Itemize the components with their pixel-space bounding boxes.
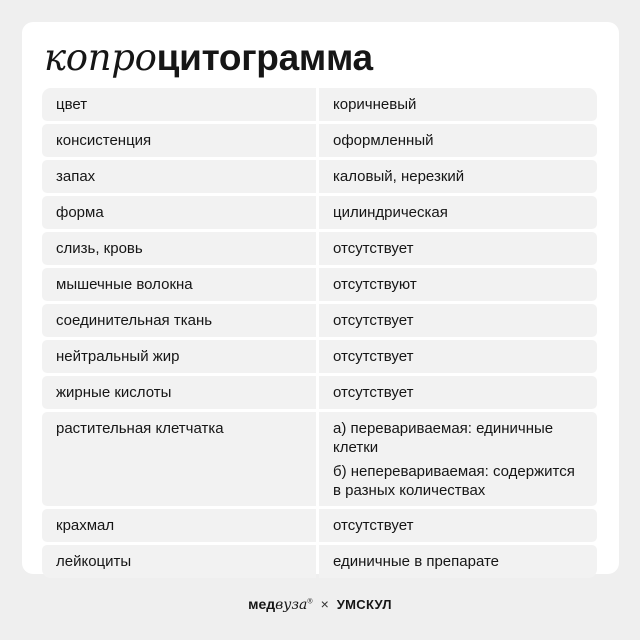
row-label: форма — [42, 196, 316, 229]
row-value: цилиндрическая — [319, 196, 597, 229]
row-label: лейкоциты — [42, 545, 316, 578]
content-card — [22, 22, 619, 574]
footer-brands — [0, 594, 640, 614]
row-label: растительная клетчатка — [42, 412, 316, 506]
row-label: слизь, кровь — [42, 232, 316, 265]
table-row — [42, 412, 597, 506]
table-row — [42, 160, 597, 193]
row-value-part-a: а) перевариваемая: единичные клетки — [333, 420, 554, 456]
row-value: оформленный — [319, 124, 597, 157]
row-label: цвет — [42, 88, 316, 121]
table-row — [42, 340, 597, 373]
table-row — [42, 196, 597, 229]
row-label: крахмал — [42, 509, 316, 542]
row-value: отсутствуют — [319, 268, 597, 301]
row-value: каловый, нерезкий — [319, 160, 597, 193]
medvuza-logo — [248, 596, 312, 613]
table-row — [42, 124, 597, 157]
row-value: отсутствует — [319, 340, 597, 373]
row-value: отсутствует — [319, 376, 597, 409]
umskul-logo: УМСКУЛ — [336, 596, 392, 612]
row-value: отсутствует — [319, 232, 597, 265]
registered-mark: ® — [307, 597, 313, 605]
row-value: отсутствует — [319, 304, 597, 337]
coprogram-table — [42, 88, 597, 581]
table-row — [42, 268, 597, 301]
row-label: запах — [42, 160, 316, 193]
title-italic-part: копро — [44, 36, 157, 79]
cross-separator: × — [320, 596, 329, 612]
table-row — [42, 509, 597, 542]
row-label: соединительная ткань — [42, 304, 316, 337]
row-value: отсутствует — [319, 509, 597, 542]
row-label: нейтральный жир — [42, 340, 316, 373]
table-row — [42, 88, 597, 121]
row-label: жирные кислоты — [42, 376, 316, 409]
row-label: мышечные волокна — [42, 268, 316, 301]
row-value — [319, 412, 597, 506]
medvuza-logo-bold: мед — [248, 595, 276, 612]
title-bold-part: цитограмма — [156, 37, 373, 78]
table-row — [42, 376, 597, 409]
row-value-part-b: б) неперевариваемая: содержится в разных количествах — [333, 463, 575, 499]
row-value: коричневый — [319, 88, 597, 121]
medvuza-logo-italic: вуза — [275, 596, 308, 613]
table-row — [42, 232, 597, 265]
page-title — [44, 36, 373, 80]
row-value: единичные в препарате — [319, 545, 597, 578]
row-label: консистенция — [42, 124, 316, 157]
table-row — [42, 304, 597, 337]
table-row — [42, 545, 597, 578]
